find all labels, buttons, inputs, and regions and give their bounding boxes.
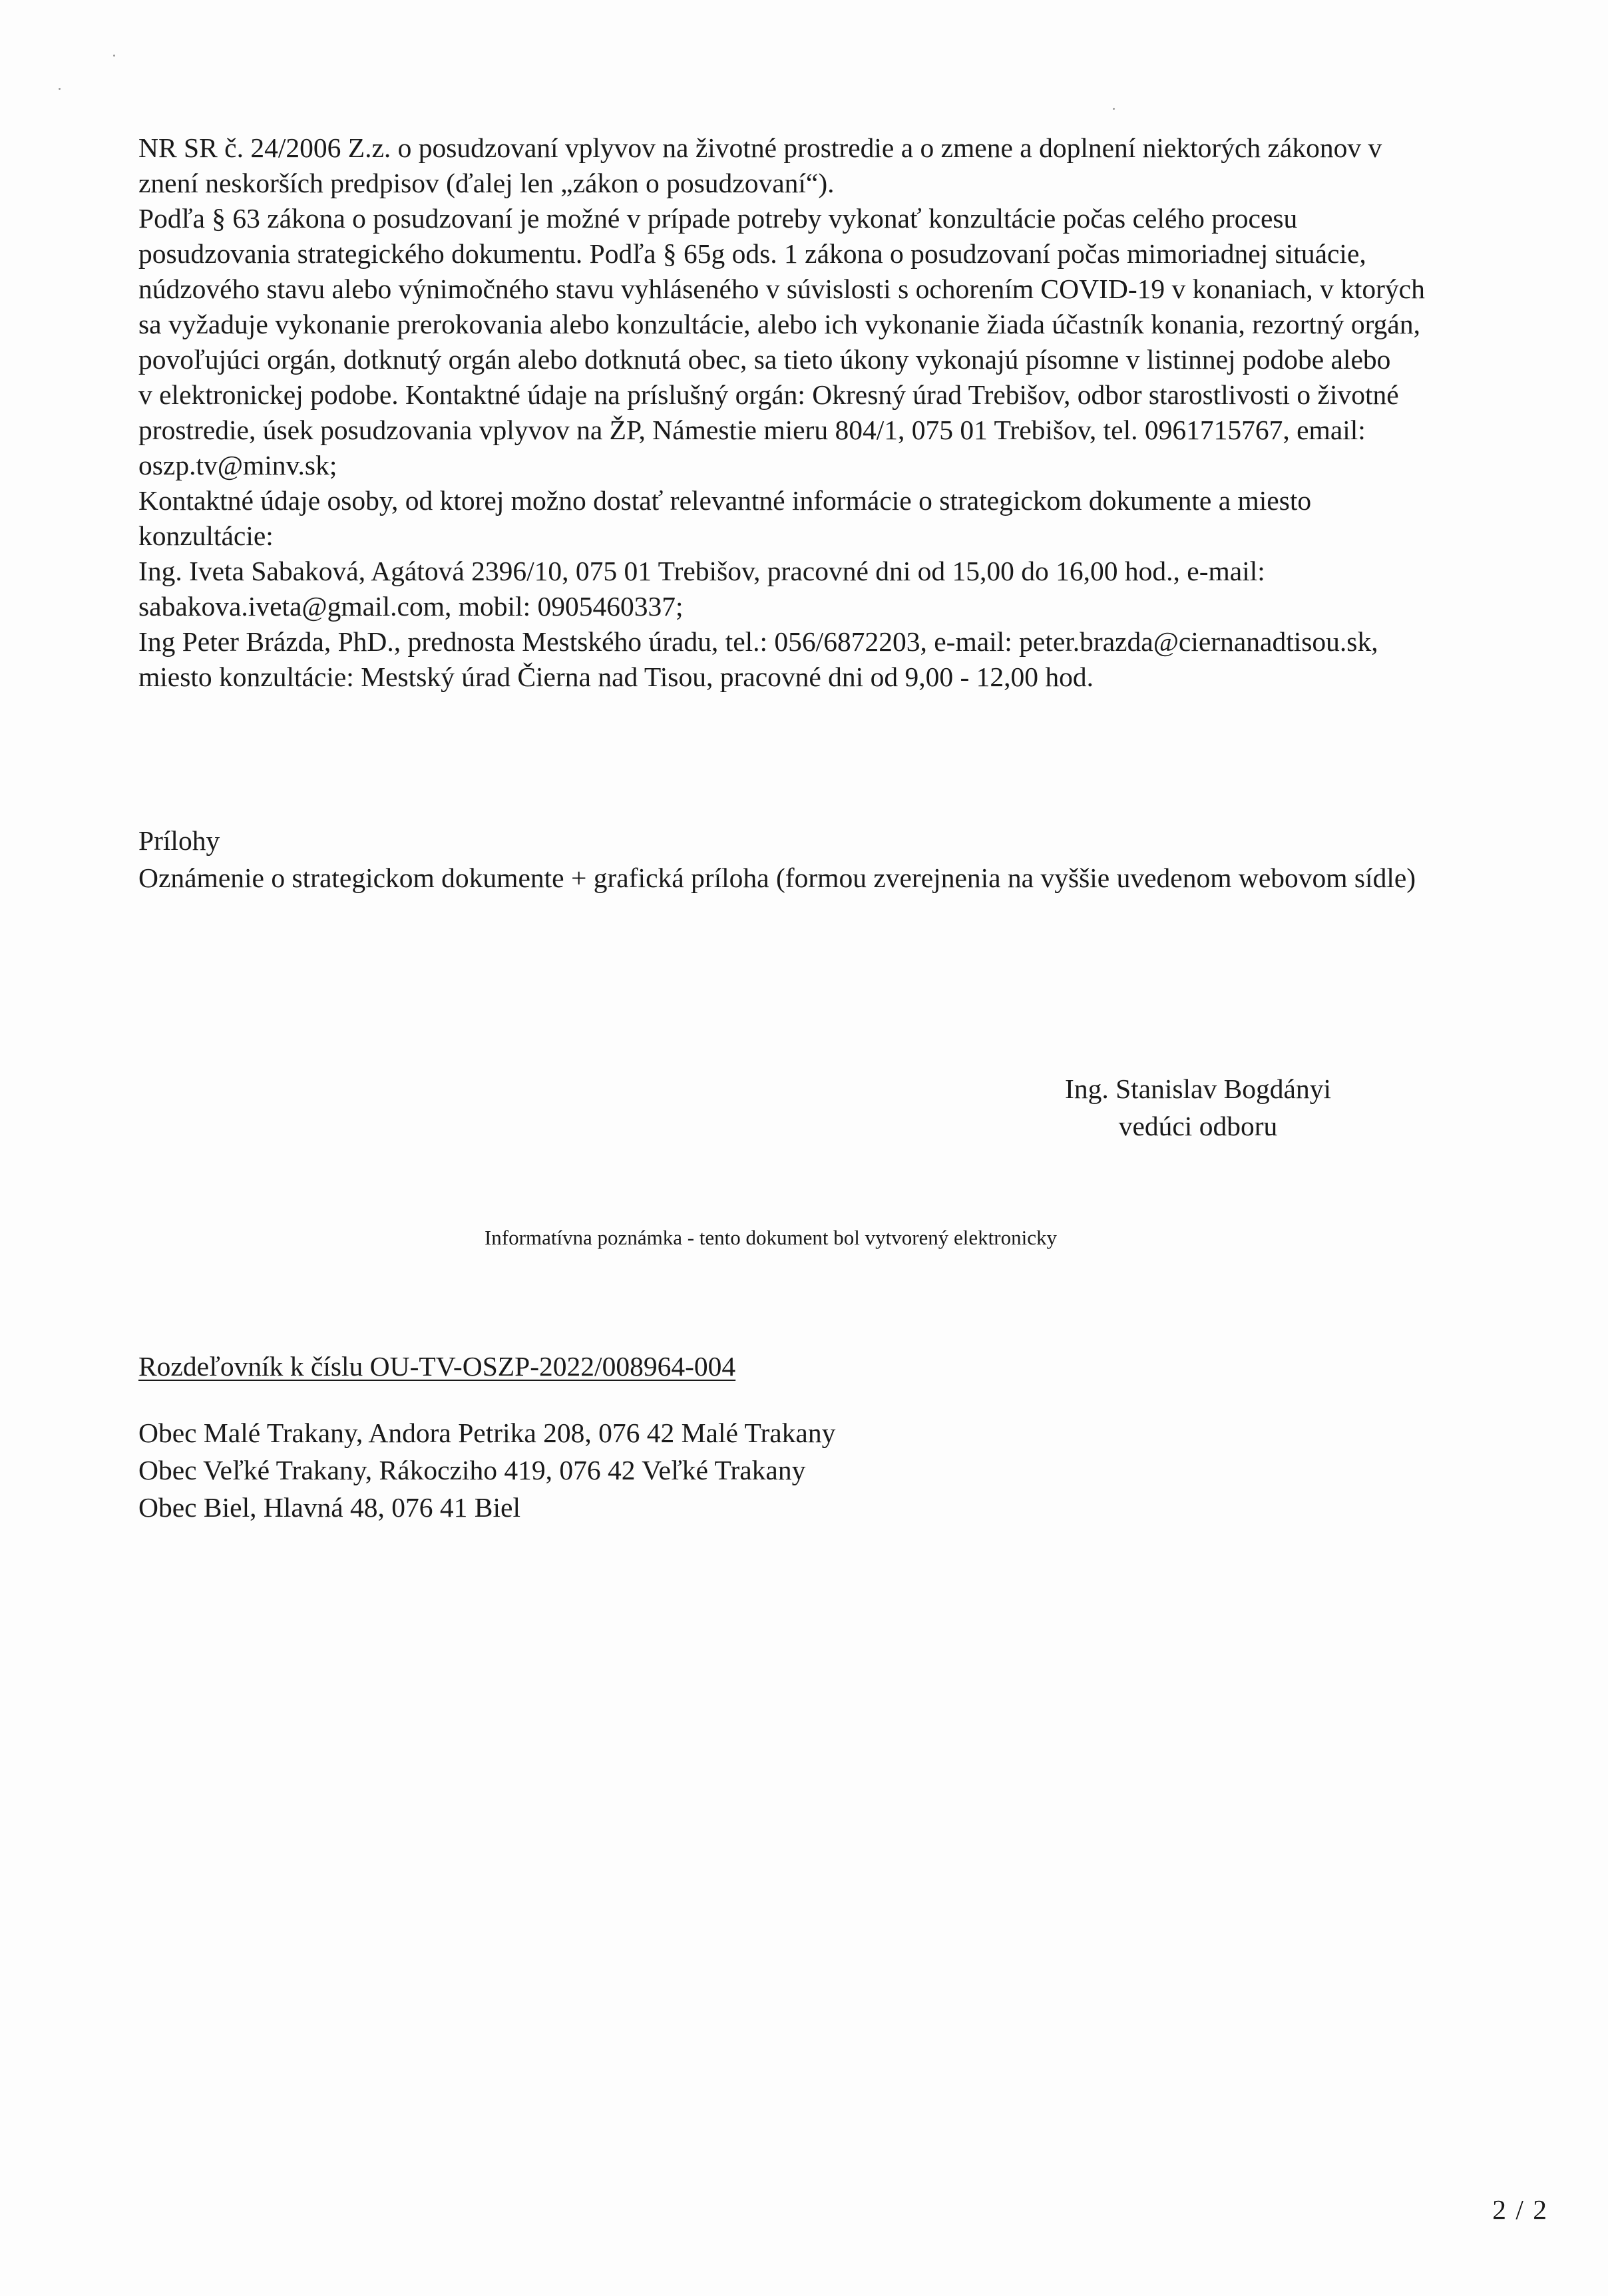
body-line: sabakova.iveta@gmail.com, mobil: 0905460337; (138, 591, 684, 622)
body-text (138, 130, 1539, 695)
attachments-heading: Prílohy (138, 825, 220, 856)
attachments-text: Oznámenie o strategickom dokumente + grafická príloha (formou zverejnenia na vyššie uvedenom webovom sídle) (138, 862, 1416, 893)
body-line: NR SR č. 24/2006 Z.z. o posudzovaní vplyvov na životné prostredie a o zmene a doplnení niektorých zákonov v (138, 132, 1382, 163)
distribution-list (138, 1348, 1403, 1526)
body-line: prostredie, úsek posudzovania vplyvov na ŽP, Námestie mieru 804/1, 075 01 Trebišov, tel. 0961715767, email: (138, 415, 1366, 445)
scan-speck (59, 88, 61, 90)
body-line: sa vyžaduje vykonanie prerokovania alebo konzultácie, alebo ich vykonanie žiada účastník konania, rezortný orgán, (138, 309, 1420, 339)
body-line: miesto konzultácie: Mestský úrad Čierna nad Tisou, pracovné dni od 9,00 - 12,00 hod. (138, 662, 1094, 692)
informative-note: Informatívna poznámka - tento dokument bol vytvorený elektronicky (484, 1226, 1057, 1249)
body-line: znení neskorších predpisov (ďalej len „zákon o posudzovaní“). (138, 168, 835, 198)
recipient-item: Obec Malé Trakany, Andora Petrika 208, 076 42 Malé Trakany (138, 1418, 836, 1448)
signature-block (965, 1070, 1431, 1145)
body-line: povoľujúci orgán, dotknutý orgán alebo dotknutá obec, sa tieto úkony vykonajú písomne v listinnej podobe alebo (138, 344, 1391, 375)
distribution-heading: Rozdeľovník k číslu OU-TV-OSZP-2022/008964-004 (138, 1351, 736, 1382)
signatory-title: vedúci odboru (1118, 1111, 1278, 1141)
page-number: 2 / 2 (1492, 2194, 1548, 2225)
signatory-name: Ing. Stanislav Bogdányi (1065, 1073, 1331, 1104)
body-line: Podľa § 63 zákona o posudzovaní je možné v prípade potreby vykonať konzultácie počas celého procesu (138, 203, 1298, 234)
attachments-section (138, 822, 1569, 896)
recipient-item: Obec Biel, Hlavná 48, 076 41 Biel (138, 1492, 520, 1523)
scan-speck (1113, 108, 1115, 110)
body-line: núdzového stavu alebo výnimočného stavu vyhláseného v súvislosti s ochorením COVID-19 v konaniach, v ktorých (138, 274, 1425, 304)
body-line: oszp.tv@minv.sk; (138, 450, 337, 480)
body-line: posudzovania strategického dokumentu. Podľa § 65g ods. 1 zákona o posudzovaní počas mimoriadnej situácie, (138, 238, 1366, 269)
body-line: konzultácie: (138, 520, 274, 551)
body-line: Ing. Iveta Sabaková, Agátová 2396/10, 075 01 Trebišov, pracovné dni od 15,00 do 16,00 hod., e-mail: (138, 556, 1265, 586)
body-line: Ing Peter Brázda, PhD., prednosta Mestského úradu, tel.: 056/6872203, e-mail: peter.brazda@ciernanadtisou.sk, (138, 626, 1378, 657)
body-line: Kontaktné údaje osoby, od ktorej možno dostať relevantné informácie o strategickom dokumente a miesto (138, 485, 1312, 516)
scan-speck (113, 55, 115, 57)
body-line: v elektronickej podobe. Kontaktné údaje na príslušný orgán: Okresný úrad Trebišov, odbor starostlivosti o životné (138, 379, 1399, 410)
recipient-item: Obec Veľké Trakany, Rákocziho 419, 076 42 Veľké Trakany (138, 1455, 806, 1485)
